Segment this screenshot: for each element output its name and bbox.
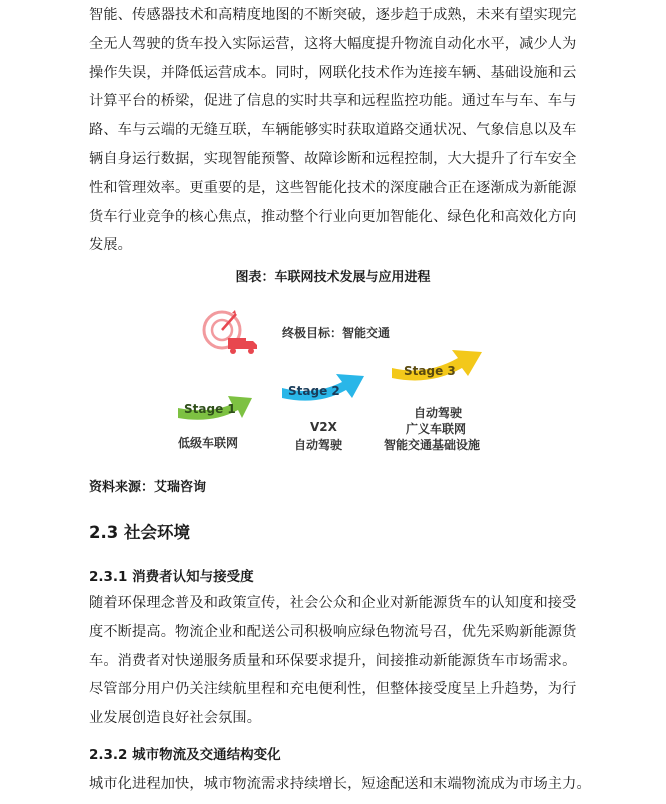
stage3-description-line1: 自动驾驶 bbox=[414, 406, 463, 420]
paragraph-line: 货车行业竞争的核心焦点，推动整个行业向更加智能化、绿色化和高效化方向 bbox=[89, 208, 577, 225]
paragraph-line: 路、车与云端的无缝互联，车辆能够实时获取道路交通状况、气象信息以及车 bbox=[89, 122, 577, 139]
stage3-description-line2: 广义车联网 bbox=[406, 422, 467, 436]
figure-caption: 图表：车联网技术发展与应用进程 bbox=[235, 270, 431, 285]
paragraph-line: 发展。 bbox=[89, 237, 133, 254]
consumer-paragraph bbox=[89, 589, 581, 733]
paragraph-line: 计算平台的桥梁，促进了信息的实时共享和远程监控功能。通过车与车、车与 bbox=[89, 93, 577, 110]
paragraph-line: 度不断提高。物流企业和配送公司积极响应绿色物流号召，优先采购新能源货 bbox=[89, 623, 577, 640]
paragraph-line: 智能、传感器技术和高精度地图的不断突破，逐步趋于成熟，未来有望实现完 bbox=[89, 7, 577, 23]
paragraph-line: 随着环保理念普及和政策宣传，社会公众和企业对新能源货车的认知度和接受 bbox=[89, 595, 577, 611]
stage1-description: 低级车联网 bbox=[178, 436, 239, 450]
section-heading: 2.3 社会环境 bbox=[89, 523, 190, 542]
iov-stage-figure bbox=[170, 300, 500, 464]
stage2-description-line1: V2X bbox=[310, 420, 337, 434]
stage3-label: Stage 3 bbox=[404, 364, 456, 378]
paragraph-line: 尽管部分用户仍关注续航里程和充电便利性，但整体接受度呈上升趋势，为行 bbox=[89, 681, 577, 698]
goal-label: 终极目标：智能交通 bbox=[282, 326, 391, 340]
urban-logistics-paragraph bbox=[89, 770, 591, 799]
paragraph-line: 操作失误，并降低运营成本。同时，网联化技术作为连接车辆、基础设施和云 bbox=[89, 64, 577, 81]
intro-paragraph bbox=[89, 1, 581, 260]
paragraph-line: 全无人驾驶的货车投入实际运营，这将大幅度提升物流自动化水平，减少人为 bbox=[89, 35, 577, 52]
paragraph-line: 车。消费者对快递服务质量和环保要求提升，间接推动新能源货车市场需求。 bbox=[89, 652, 577, 669]
stage3-description-line3: 智能交通基础设施 bbox=[384, 438, 481, 452]
paragraph-line: 辆自身运行数据，实现智能预警、故障诊断和远程控制，大大提升了行车安全 bbox=[89, 150, 577, 167]
paragraph-line: 城市化进程加快，城市物流需求持续增长，短途配送和末端物流成为市场主力。 bbox=[89, 776, 591, 792]
stage1-label: Stage 1 bbox=[184, 402, 236, 416]
subsection-heading: 2.3.1 消费者认知与接受度 bbox=[89, 569, 254, 585]
paragraph-line: 性和管理效率。更重要的是，这些智能化技术的深度融合正在逐渐成为新能源 bbox=[89, 179, 577, 196]
paragraph-line: 业发展创造良好社会氛围。 bbox=[89, 710, 262, 727]
figure-source: 资料来源：艾瑞咨询 bbox=[89, 480, 207, 495]
truck-icon bbox=[228, 338, 257, 354]
stage2-label: Stage 2 bbox=[288, 384, 340, 398]
stage2-description-line2: 自动驾驶 bbox=[294, 438, 343, 452]
subsection-heading: 2.3.2 城市物流及交通结构变化 bbox=[89, 747, 281, 763]
